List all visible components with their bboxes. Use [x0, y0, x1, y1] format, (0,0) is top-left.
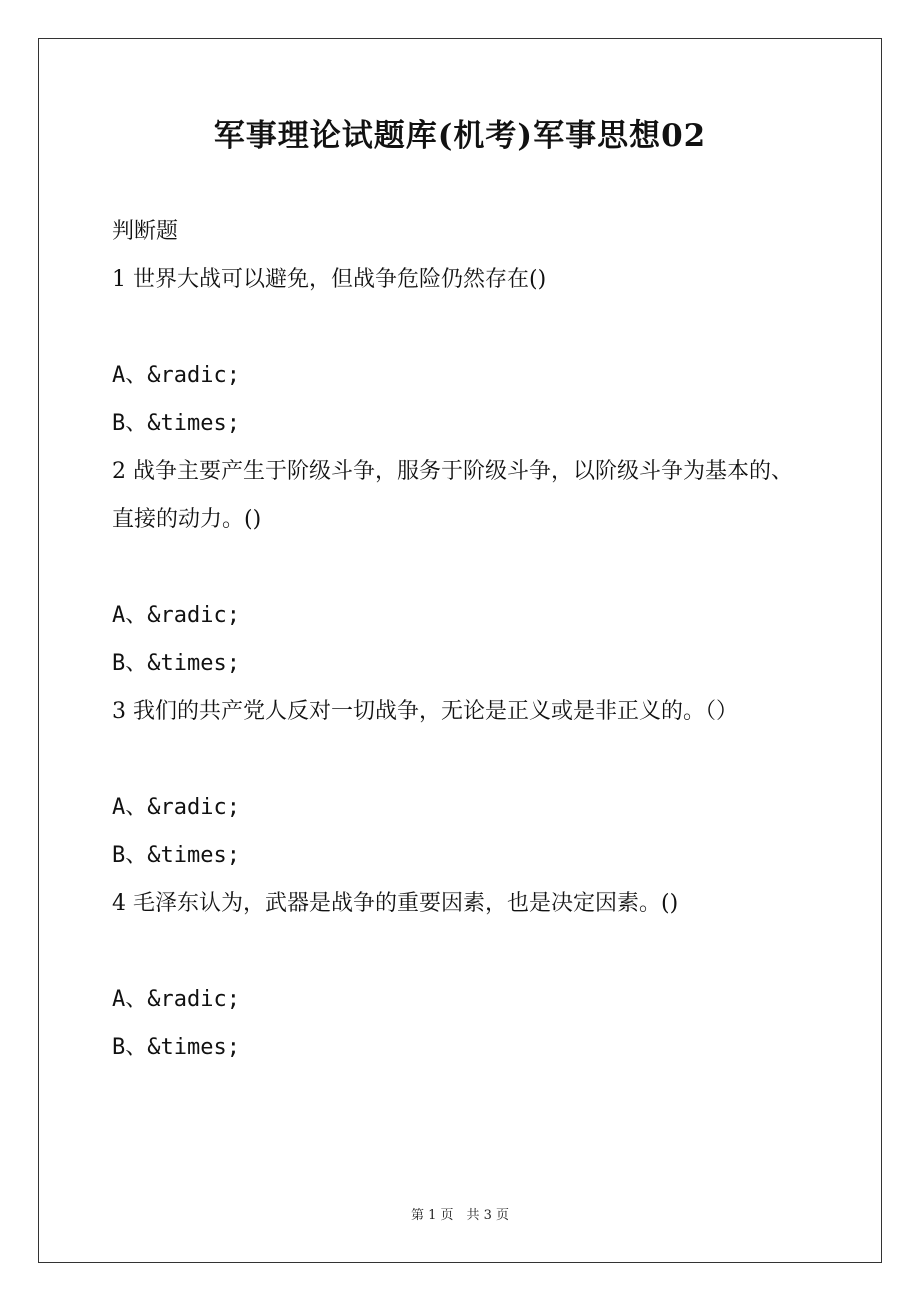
spacer — [112, 304, 812, 352]
question-4 — [112, 880, 812, 1072]
option-b[interactable]: B、&times; — [112, 651, 240, 676]
question-2 — [112, 448, 812, 688]
question-text: 4 毛泽东认为，武器是战争的重要因素，也是决定因素。() — [112, 891, 679, 916]
question-text: 1 世界大战可以避免，但战争危险仍然存在() — [112, 267, 547, 292]
question-3 — [112, 688, 812, 880]
option-a[interactable]: A、&radic; — [112, 363, 240, 388]
question-text: 3 我们的共产党人反对一切战争，无论是正义或是非正义的。（） — [112, 699, 738, 724]
option-a[interactable]: A、&radic; — [112, 603, 240, 628]
document-body — [112, 208, 812, 1072]
spacer — [112, 544, 812, 592]
question-1 — [112, 256, 812, 448]
question-text: 2 战争主要产生于阶级斗争，服务于阶级斗争，以阶级斗争为基本的、直接的动力。() — [112, 459, 793, 532]
section-heading: 判断题 — [112, 219, 179, 244]
spacer — [112, 928, 812, 976]
page-title: 军事理论试题库(机考)军事思想02 — [213, 118, 707, 154]
spacer — [112, 736, 812, 784]
option-b[interactable]: B、&times; — [112, 1035, 240, 1060]
page-number-footer: 第 1 页 共 3 页 — [410, 1208, 510, 1223]
option-a[interactable]: A、&radic; — [112, 795, 240, 820]
option-a[interactable]: A、&radic; — [112, 987, 240, 1012]
option-b[interactable]: B、&times; — [112, 411, 240, 436]
option-b[interactable]: B、&times; — [112, 843, 240, 868]
